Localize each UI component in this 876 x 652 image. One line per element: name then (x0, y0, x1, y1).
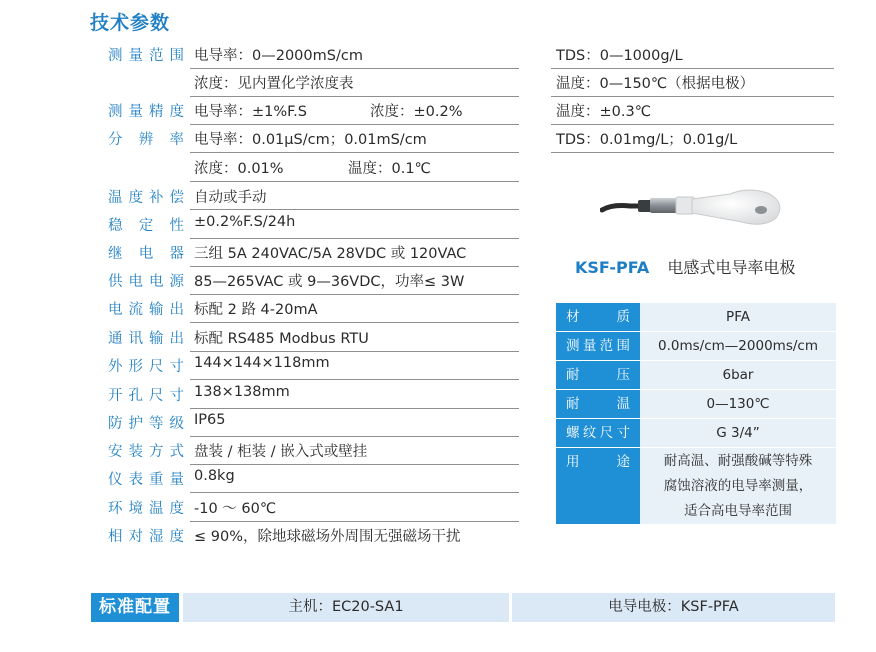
electrode-spec-value: 耐高温、耐强酸碱等特殊 腐蚀溶液的电导率测量， 适合高电导率范围 (640, 448, 836, 524)
spec-cutout: 138×138mm (194, 384, 290, 400)
spec-range-concentration: 浓度：见内置化学浓度表 (194, 76, 354, 92)
spec-resolution-concentration: 浓度：0.01% (194, 161, 284, 177)
spec-comm-output: 标配 RS485 Modbus RTU (194, 331, 369, 347)
electrode-spec-value: G 3/4” (640, 419, 836, 447)
divider (190, 436, 519, 437)
spec-resolution-temperature: 温度：0.1℃ (348, 161, 431, 177)
spec-range-temperature: 温度：0—150℃（根据电极） (556, 76, 755, 92)
divider (190, 322, 519, 323)
divider (551, 124, 834, 125)
spec-label-protection: 防护等级 (108, 416, 184, 432)
electrode-spec-label: 用途 (556, 448, 640, 524)
standard-config-electrode: 电导电极：KSF-PFA (512, 593, 835, 622)
divider (190, 492, 519, 493)
spec-relay: 三组 5A 240VAC/5A 28VDC 或 120VAC (194, 246, 467, 262)
spec-label-dimensions: 外形尺寸 (108, 359, 184, 375)
divider (190, 464, 519, 465)
electrode-spec-label: 耐压 (556, 361, 640, 389)
probe-image (600, 180, 790, 232)
divider (190, 238, 519, 239)
electrode-spec-value: 0—130℃ (640, 390, 836, 418)
spec-label-cutout: 开孔尺寸 (108, 388, 184, 404)
spec-label-accuracy: 测量精度 (108, 104, 184, 120)
spec-temp-compensation: 自动或手动 (194, 190, 267, 206)
spec-installation: 盘装 / 柜装 / 嵌入式或壁挂 (194, 444, 368, 460)
divider (190, 351, 519, 352)
spec-protection: IP65 (194, 412, 226, 428)
electrode-spec-value: PFA (640, 303, 836, 331)
spec-label-humidity: 相对湿度 (108, 529, 184, 545)
spec-label-weight: 仪表重量 (108, 472, 184, 488)
electrode-spec-label: 耐温 (556, 390, 640, 418)
spec-current-output: 标配 2 路 4-20mA (194, 302, 318, 318)
spec-power: 85—265VAC 或 9—36VDC，功率≤ 3W (194, 274, 465, 290)
spec-label-comm-output: 通讯输出 (108, 331, 184, 347)
spec-label-installation: 安装方式 (108, 444, 184, 460)
electrode-spec-label: 材质 (556, 303, 640, 331)
divider (190, 521, 519, 522)
divider (551, 152, 834, 153)
spec-stability: ±0.2%F.S/24h (194, 214, 296, 230)
spec-range-conductivity: 电导率：0—2000mS/cm (194, 48, 363, 64)
spec-resolution-conductivity: 电导率：0.01μS/cm；0.01mS/cm (194, 132, 427, 148)
spec-range-tds: TDS：0—1000g/L (556, 48, 683, 64)
product-description: 电感式电导率电极 (667, 258, 796, 277)
product-name (575, 255, 795, 278)
electrode-spec-label: 螺纹尺寸 (556, 419, 640, 447)
divider (190, 152, 519, 153)
standard-config-host: 主机：EC20-SA1 (183, 593, 509, 622)
spec-accuracy-temperature: 温度：±0.3℃ (556, 104, 651, 120)
standard-config-label: 标准配置 (91, 593, 179, 622)
electrode-spec-label: 测量范围 (556, 332, 640, 360)
spec-label-stability: 稳定性 (108, 218, 184, 234)
spec-label-range: 测量范围 (108, 48, 184, 64)
electrode-spec-value: 6bar (640, 361, 836, 389)
spec-label-current-output: 电流输出 (108, 302, 184, 318)
spec-accuracy-conductivity: 电导率：±1%F.S (194, 104, 307, 120)
divider (190, 209, 519, 210)
divider (190, 408, 519, 409)
spec-label-resolution: 分辨率 (108, 132, 184, 148)
spec-resolution-tds: TDS：0.01mg/L；0.01g/L (556, 132, 738, 148)
spec-humidity: ≤ 90%，除地球磁场外周围无强磁场干扰 (194, 529, 461, 545)
spec-label-power: 供电电源 (108, 274, 184, 290)
spec-ambient-temp: -10 ～ 60℃ (194, 501, 277, 517)
divider (190, 266, 519, 267)
divider (551, 96, 834, 97)
divider (551, 68, 834, 69)
spec-label-ambient-temp: 环境温度 (108, 501, 184, 517)
divider (190, 124, 519, 125)
product-model: KSF-PFA (575, 258, 650, 277)
divider (190, 68, 519, 69)
divider (190, 96, 519, 97)
spec-dimensions: 144×144×118mm (194, 355, 330, 371)
section-title: 技术参数 (90, 12, 171, 34)
divider (190, 294, 519, 295)
spec-accuracy-concentration: 浓度：±0.2% (370, 104, 463, 120)
spec-weight: 0.8kg (194, 468, 235, 484)
electrode-spec-value: 0.0ms/cm—2000ms/cm (640, 332, 836, 360)
divider (190, 181, 519, 182)
spec-label-relay: 继电器 (108, 246, 184, 262)
divider (190, 379, 519, 380)
spec-label-temp-compensation: 温度补偿 (108, 190, 184, 206)
